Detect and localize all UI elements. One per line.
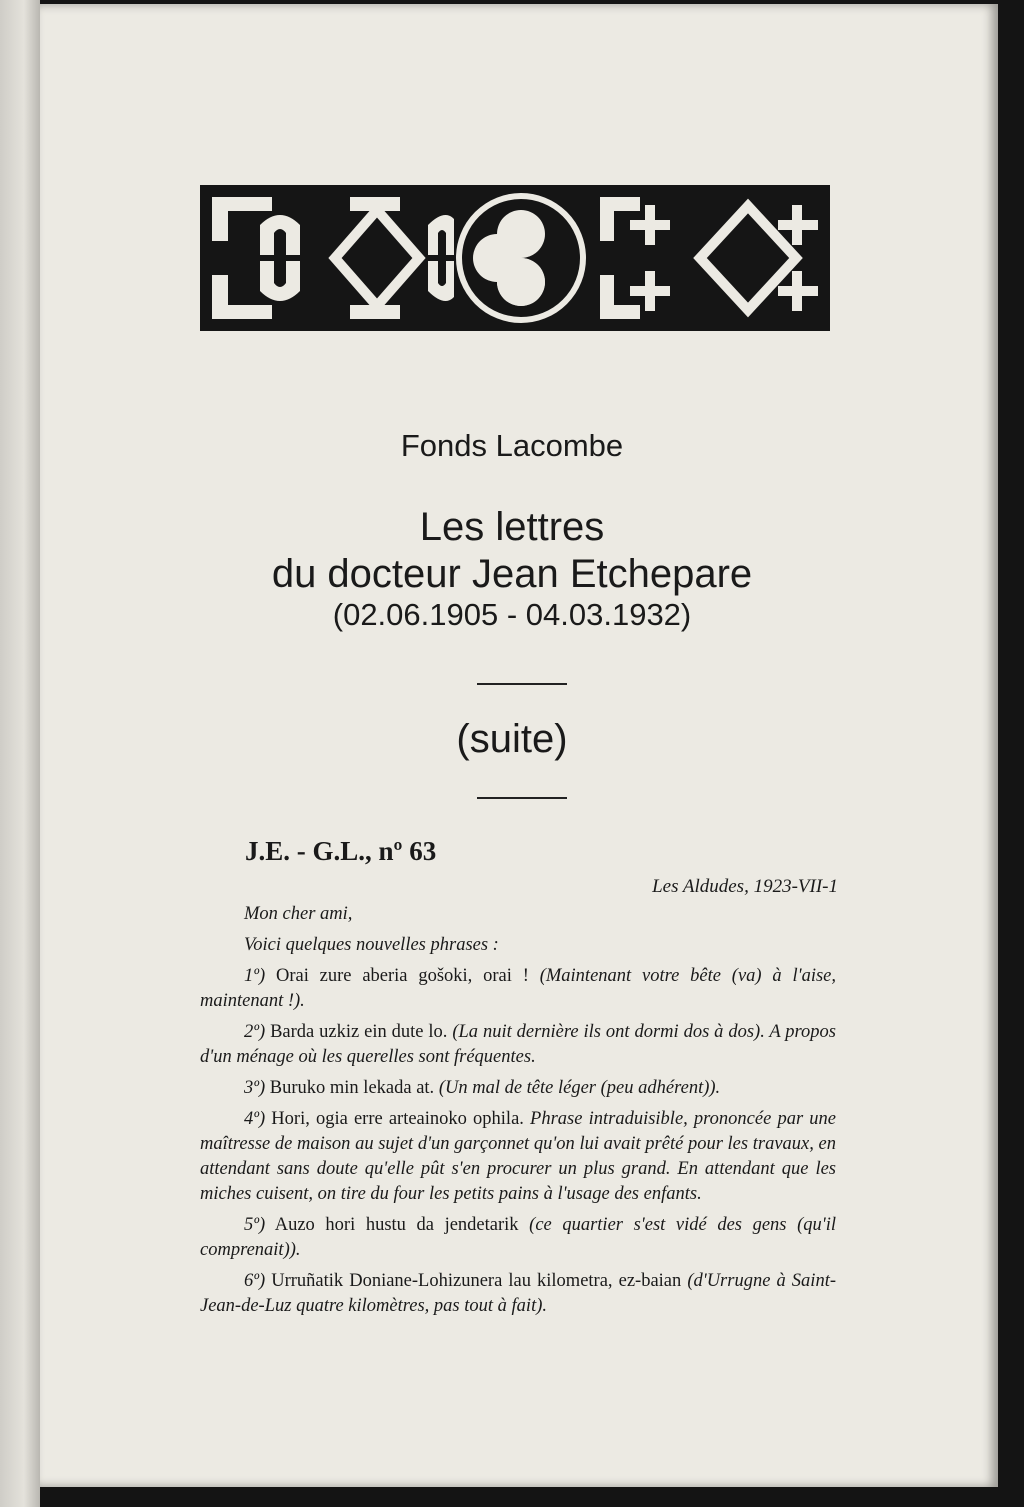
letter-dateline: Les Aldudes, 1923-VII-1 bbox=[652, 876, 838, 897]
date-range: (02.06.1905 - 04.03.1932) bbox=[332, 597, 692, 632]
phrase-3: 3º) Buruko min lekada at. (Un mal de tête léger (peu adhérent)). bbox=[244, 1078, 721, 1098]
phrase-6: 6º) Urruñatik Doniane-Lohizunera lau kilometra, ez-baian (d'Urrugne à Saint-Jean-de-Luz quatre kilomètres, pas tout à fait). bbox=[200, 1271, 836, 1316]
phrase-5: 5º) Auzo hori hustu da jendetarik (ce quartier s'est vidé des gens (qu'il comprenait)). bbox=[200, 1215, 836, 1260]
intro: Voici quelques nouvelles phrases : bbox=[244, 935, 499, 955]
divider-bottom bbox=[477, 797, 567, 799]
article-title-line1: Les lettres bbox=[419, 505, 605, 549]
letter-heading: J.E. - G.L., nº 63 bbox=[245, 836, 437, 866]
letter-body bbox=[200, 902, 836, 1325]
suite-label: (suite) bbox=[456, 717, 568, 761]
ornamental-banner-icon bbox=[200, 185, 830, 331]
article-title-line2: du docteur Jean Etchepare bbox=[271, 552, 753, 596]
divider-top bbox=[477, 683, 567, 685]
series-title: Fonds Lacombe bbox=[400, 428, 624, 463]
phrase-1: 1º) Orai zure aberia gošoki, orai ! (Maintenant votre bête (va) à l'aise, maintenant !). bbox=[200, 966, 836, 1011]
phrase-4: 4º) Hori, ogia erre arteainoko ophila. Phrase intraduisible, prononcée par une maîtresse de maison au sujet d'un garçonnet qu'on lui avait prêté pour les travaux, en attendant sans doute qu'elle pût s'en procurer un plus grand. En attendant que les miches cuisent, on tire du four les petits pains à l'usage des enfants. bbox=[200, 1109, 836, 1204]
phrase-2: 2º) Barda uzkiz ein dute lo. (La nuit dernière ils ont dormi dos à dos). A propos d'un ménage où les querelles sont fréquentes. bbox=[200, 1022, 836, 1067]
salutation: Mon cher ami, bbox=[244, 904, 353, 924]
